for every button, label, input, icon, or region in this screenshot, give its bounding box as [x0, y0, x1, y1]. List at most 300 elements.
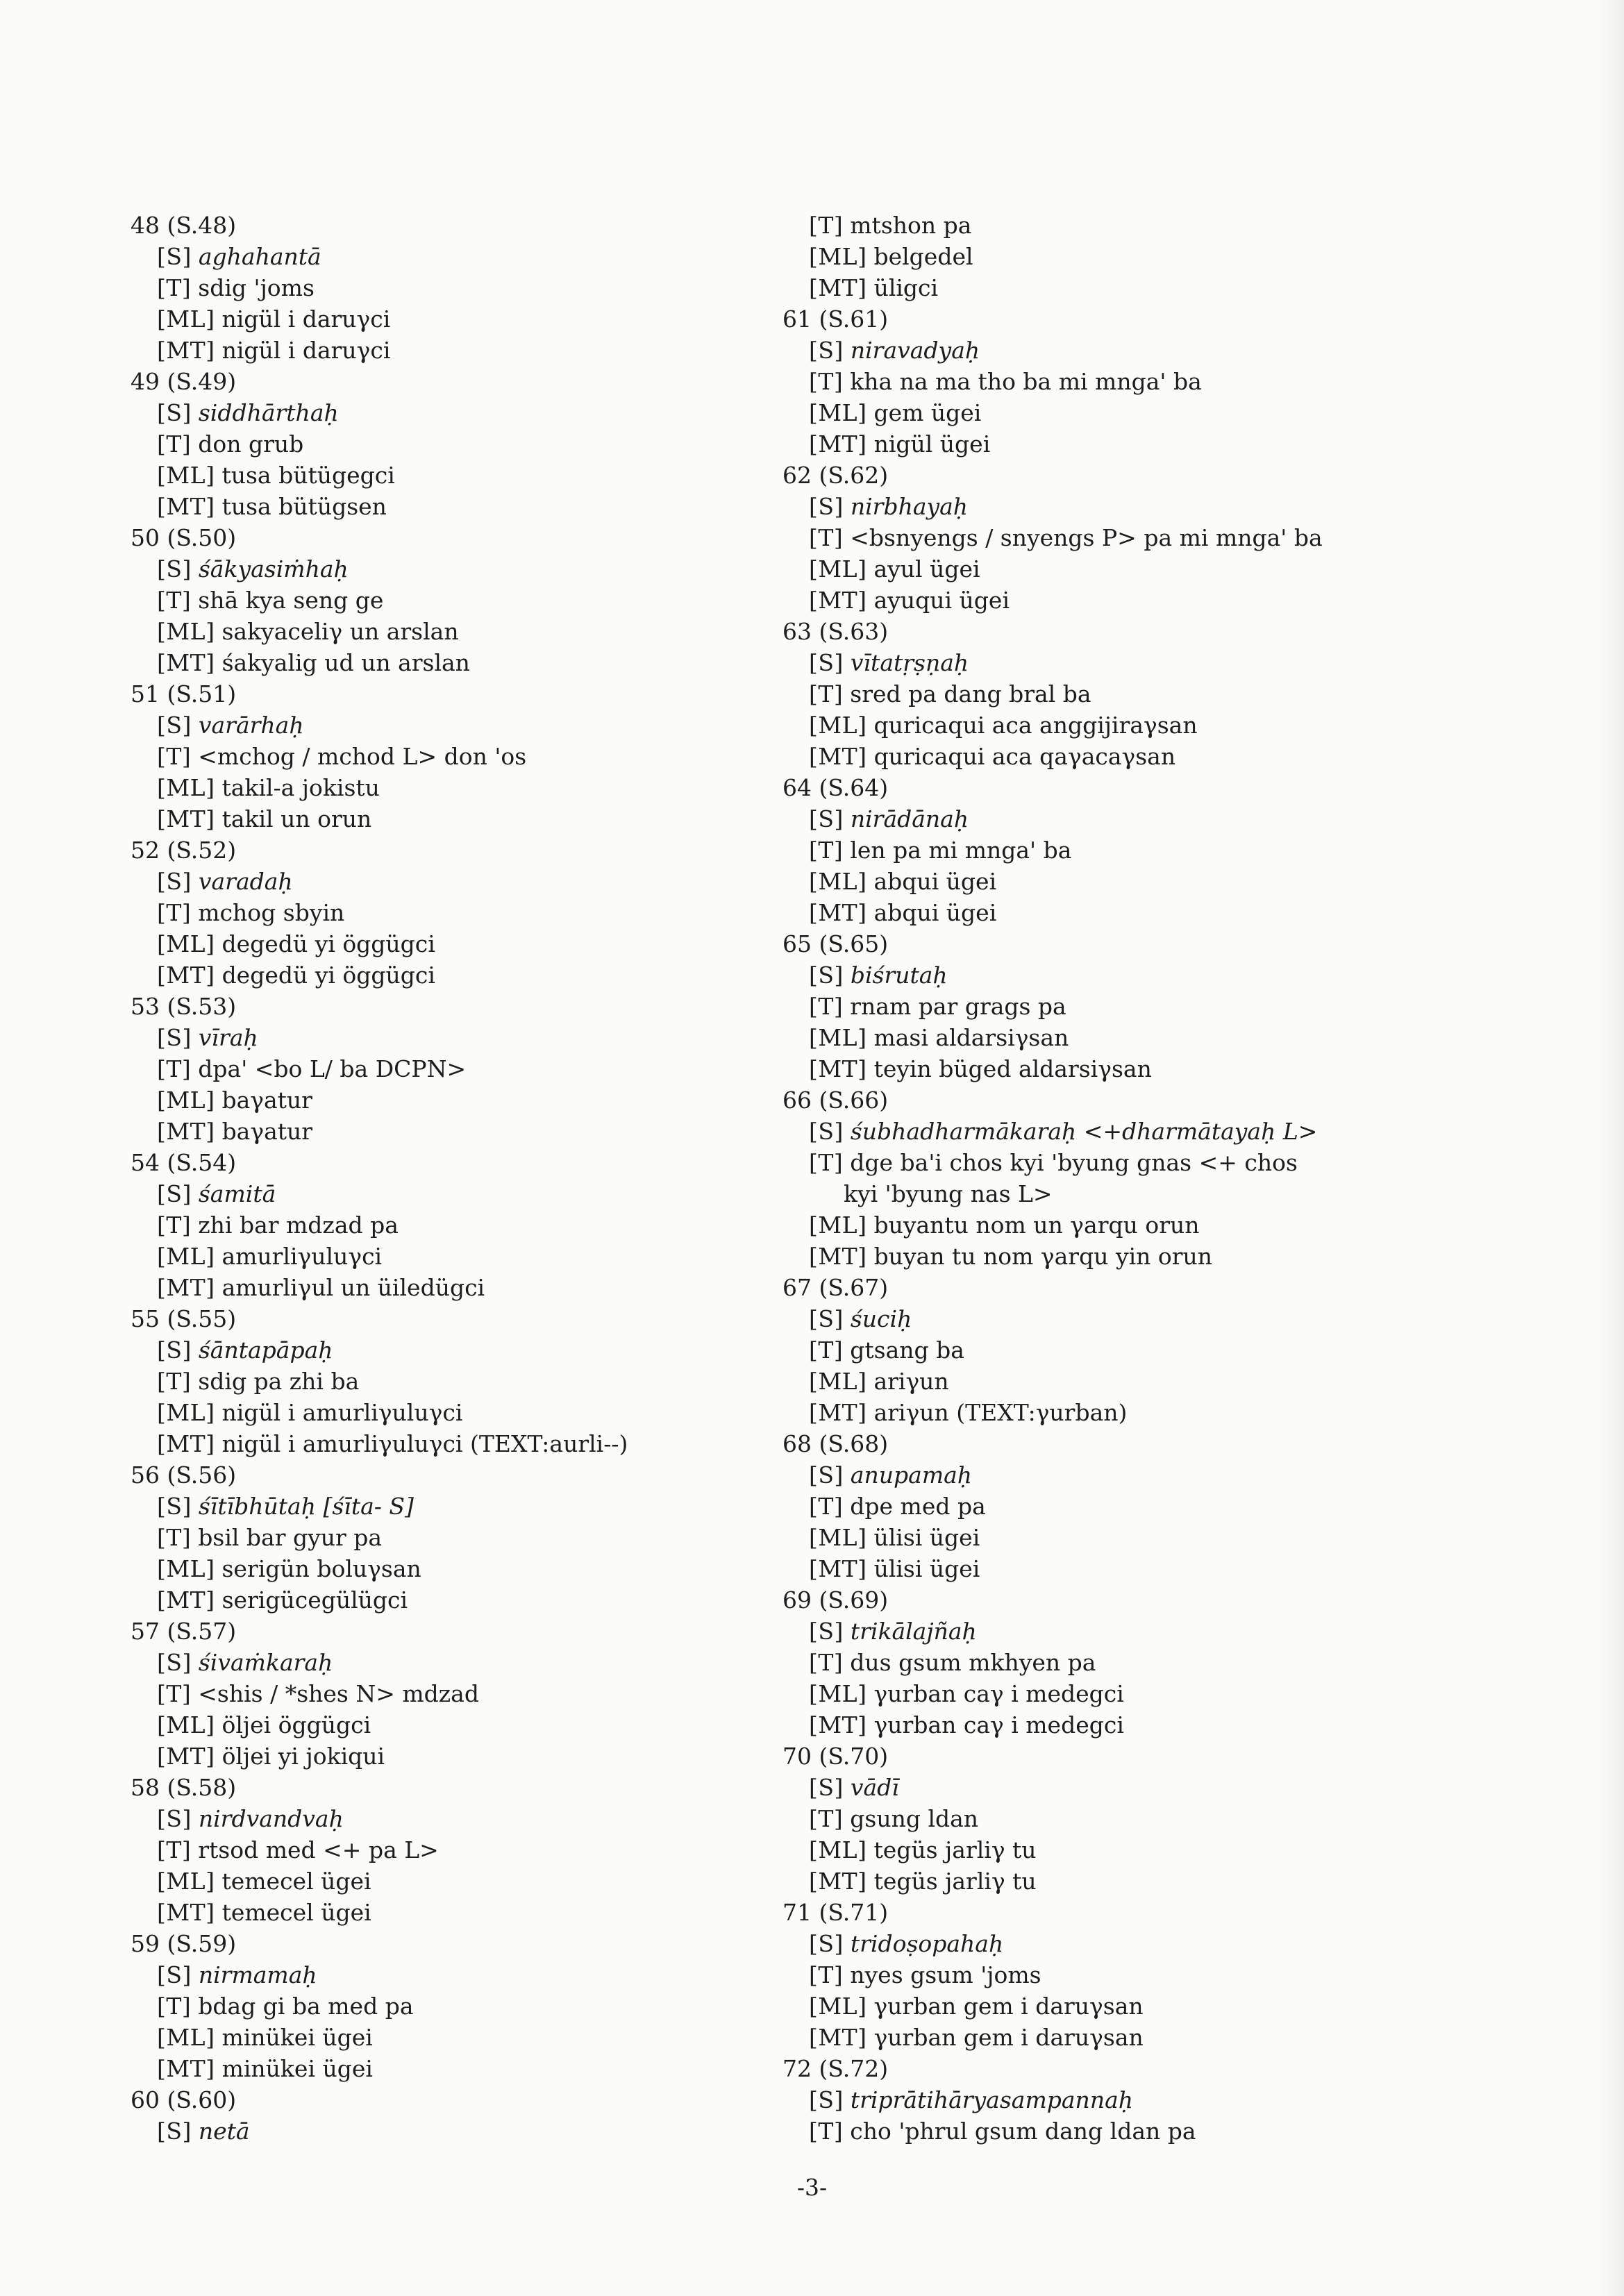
field-tag: [S] [809, 1930, 844, 1957]
field-value: shā kya seng ge [198, 587, 384, 614]
field-value: gtsang ba [850, 1336, 964, 1364]
field-value: zhi bar mdzad pa [198, 1212, 399, 1239]
field-value: nigül i amurliγuluγci (TEXT:aurli--) [221, 1430, 628, 1457]
entry-field [131, 1522, 839, 1553]
left-column [131, 210, 839, 2147]
entry-number: 51 (S.51) [131, 680, 237, 707]
field-value: nirādānaḥ [850, 805, 969, 832]
field-value: öljei öggügci [221, 1711, 371, 1738]
entry-number: 53 (S.53) [131, 993, 237, 1020]
field-value: <shis / *shes N> mdzad [198, 1680, 479, 1707]
entry-number: 55 (S.55) [131, 1305, 237, 1332]
field-tag: [ML] [157, 1555, 215, 1582]
entry-field [131, 272, 839, 303]
field-tag: [ML] [157, 1399, 215, 1426]
field-value: sakyaceliγ un arslan [221, 618, 459, 645]
field-value: tegüs jarliγ tu [873, 1836, 1037, 1863]
field-tag: [T] [809, 837, 844, 864]
field-tag: [S] [157, 1961, 192, 1988]
entry-field [131, 741, 839, 772]
field-value: buyantu nom un γarqu orun [873, 1212, 1200, 1239]
entry-field [131, 772, 839, 803]
entry-field [782, 1053, 1491, 1084]
field-value: ülisi ügei [873, 1524, 980, 1551]
field-tag: [T] [157, 1212, 192, 1239]
field-value: vīraḥ [198, 1024, 258, 1051]
field-tag: [T] [809, 1493, 844, 1520]
field-value: üligci [873, 274, 939, 301]
field-value: ayuqui ügei [873, 587, 1010, 614]
field-tag: [ML] [809, 1680, 867, 1707]
entry-number: 68 (S.68) [782, 1430, 889, 1457]
entry-field [782, 585, 1491, 616]
field-tag: [S] [809, 962, 844, 989]
scan-edge-shadow [1596, 0, 1624, 2296]
field-tag: [T] [157, 1836, 192, 1863]
field-value: tegüs jarliγ tu [873, 1868, 1037, 1895]
field-tag: [T] [809, 1649, 844, 1676]
entry-field [131, 1991, 839, 2022]
field-value: śamitā [198, 1180, 276, 1207]
field-value: dge ba'i chos kyi 'byung gnas <+ chos [850, 1149, 1298, 1176]
field-value: nigül i daruγci [221, 337, 391, 364]
field-tag: [S] [809, 1305, 844, 1332]
field-value: cho 'phrul gsum dang ldan pa [850, 2118, 1196, 2145]
entry-field [782, 1772, 1491, 1803]
entry-field [131, 460, 839, 491]
entry-field [782, 335, 1491, 366]
entry-field [131, 553, 839, 585]
field-tag: [T] [157, 743, 192, 770]
entry-field [782, 1303, 1491, 1334]
field-value: vītatṛṣṇaḥ [850, 649, 969, 676]
entry-number: 62 (S.62) [782, 462, 889, 489]
field-value: sdig 'joms [198, 274, 315, 301]
field-tag: [ML] [157, 305, 215, 333]
field-tag: [T] [157, 1055, 192, 1082]
field-value: degedü yi öggügci [221, 930, 435, 957]
field-value: dpa' <bo L/ ba DCPN> [198, 1055, 467, 1082]
field-value: dus gsum mkhyen pa [850, 1649, 1096, 1676]
entry-field [782, 272, 1491, 303]
entry-field [131, 928, 839, 960]
entry-field [131, 803, 839, 835]
field-value: ariγun [873, 1368, 949, 1395]
field-value: anupamaḥ [850, 1461, 973, 1489]
field-value: śakyalig ud un arslan [221, 649, 470, 676]
field-tag: [MT] [157, 1743, 215, 1770]
entry-number: 67 (S.67) [782, 1274, 889, 1301]
entry-field [782, 491, 1491, 522]
entry-field [782, 366, 1491, 397]
field-tag: [ML] [157, 1868, 215, 1895]
field-tag: [S] [157, 555, 192, 583]
field-tag: [T] [809, 1805, 844, 1832]
field-value: baγatur [221, 1087, 312, 1114]
entry-field [131, 2053, 839, 2084]
field-value: nigül i daruγci [221, 305, 391, 333]
field-value: <mchog / mchod L> don 'os [198, 743, 527, 770]
field-tag: [T] [157, 1524, 192, 1551]
field-value: gem ügei [873, 399, 982, 426]
entry-field [131, 428, 839, 460]
entry-field [782, 1241, 1491, 1272]
field-value: serigün boluγsan [221, 1555, 421, 1582]
entry-field [782, 710, 1491, 741]
field-value: takil un orun [221, 805, 372, 832]
entry-number: 49 (S.49) [131, 368, 237, 395]
field-tag: [MT] [809, 587, 867, 614]
field-tag: [MT] [157, 1274, 215, 1301]
field-tag: [S] [157, 712, 192, 739]
entry-field [131, 397, 839, 428]
field-tag: [MT] [157, 2055, 215, 2082]
field-value: temecel ügei [221, 1899, 371, 1926]
entry-field [782, 1459, 1491, 1491]
entry-number: 71 (S.71) [782, 1899, 889, 1926]
field-tag: [T] [157, 430, 192, 458]
field-tag: [ML] [157, 618, 215, 645]
field-tag: [T] [809, 1961, 844, 1988]
field-value: abqui ügei [873, 899, 997, 926]
entry-field [782, 647, 1491, 678]
field-value: masi aldarsiγsan [873, 1024, 1069, 1051]
field-tag: [S] [809, 805, 844, 832]
field-value: śivaṁkaraḥ [198, 1649, 333, 1676]
entry-field [131, 1834, 839, 1866]
entry-field [782, 741, 1491, 772]
field-value: rnam par grags pa [850, 993, 1066, 1020]
entry-field [782, 1803, 1491, 1834]
field-tag: [S] [157, 1493, 192, 1520]
field-tag: [T] [157, 1368, 192, 1395]
entry-field [782, 1553, 1491, 1584]
field-tag: [T] [809, 524, 844, 551]
field-tag: [S] [157, 1649, 192, 1676]
entry-field [131, 1397, 839, 1428]
field-tag: [MT] [809, 1055, 867, 1082]
field-value: triprātihāryasampannaḥ [850, 2086, 1133, 2113]
field-tag: [MT] [157, 1430, 215, 1457]
entry-field [782, 1678, 1491, 1709]
field-value: varadaḥ [198, 868, 293, 895]
field-tag: [T] [809, 2118, 844, 2145]
entry-field [131, 1959, 839, 1991]
entry-number: 70 (S.70) [782, 1743, 889, 1770]
field-tag: [T] [809, 680, 844, 707]
field-value: rtsod med <+ pa L> [198, 1836, 439, 1863]
entry-field [782, 241, 1491, 272]
field-tag: [MT] [809, 2024, 867, 2051]
field-tag: [ML] [809, 1993, 867, 2020]
entry-field [131, 1334, 839, 1366]
entry-field [782, 1022, 1491, 1053]
field-value: ayul ügei [873, 555, 980, 583]
entry-field [782, 522, 1491, 553]
entry-field [782, 1647, 1491, 1678]
field-tag: [MT] [157, 1586, 215, 1614]
entry-field [131, 960, 839, 991]
entry-field [131, 1678, 839, 1709]
field-tag: [S] [157, 868, 192, 895]
entry-field [782, 803, 1491, 835]
field-tag: [T] [157, 587, 192, 614]
entry-field [131, 1803, 839, 1834]
field-value: temecel ügei [221, 1868, 371, 1895]
field-tag: [MT] [809, 1868, 867, 1895]
field-tag: [MT] [157, 1118, 215, 1145]
field-value: minükei ügei [221, 2024, 373, 2051]
field-tag: [MT] [809, 743, 867, 770]
entry-field [131, 1709, 839, 1741]
field-value: śāntapāpaḥ [198, 1336, 333, 1364]
field-tag: [ML] [809, 868, 867, 895]
entry-field [782, 1616, 1491, 1647]
field-tag: [T] [809, 993, 844, 1020]
entry-field [131, 1491, 839, 1522]
entry-field [131, 1178, 839, 1209]
field-value: tusa bütügegci [221, 462, 395, 489]
field-tag: [ML] [157, 2024, 215, 2051]
entry-field [782, 2115, 1491, 2147]
field-value: γurban caγ i medegci [873, 1680, 1124, 1707]
entry-field [782, 1116, 1491, 1147]
field-tag: [S] [157, 243, 192, 270]
entry-field [131, 2022, 839, 2053]
field-tag: [ML] [809, 1024, 867, 1051]
field-value: ülisi ügei [873, 1555, 980, 1582]
field-value: nirbhayaḥ [850, 493, 969, 520]
entry-field [131, 585, 839, 616]
field-tag: [S] [157, 1805, 192, 1832]
entry-number: 66 (S.66) [782, 1087, 889, 1114]
field-tag: [ML] [157, 1243, 215, 1270]
field-tag: [MT] [809, 1555, 867, 1582]
field-value: ariγun (TEXT:γurban) [873, 1399, 1128, 1426]
entry-number: 50 (S.50) [131, 524, 237, 551]
field-tag: [ML] [157, 462, 215, 489]
field-tag: [ML] [157, 1711, 215, 1738]
field-tag: [T] [809, 1149, 844, 1176]
field-tag: [ML] [809, 1212, 867, 1239]
entry-field [782, 991, 1491, 1022]
field-tag: [MT] [157, 1899, 215, 1926]
field-value: gsung ldan [850, 1805, 979, 1832]
entry-field [131, 1741, 839, 1772]
entry-field [782, 1522, 1491, 1553]
field-value: belgedel [873, 243, 973, 270]
entry-field [782, 210, 1491, 241]
entry-number: 52 (S.52) [131, 837, 237, 864]
field-value: kha na ma tho ba mi mnga' ba [850, 368, 1202, 395]
field-tag: [ML] [157, 930, 215, 957]
entry-field [782, 1928, 1491, 1959]
field-value: śākyasiṁhaḥ [198, 555, 349, 583]
field-value: amurliγul un üiledügci [221, 1274, 485, 1301]
entry-field [131, 2115, 839, 2147]
field-value: abqui ügei [873, 868, 997, 895]
entry-field [131, 647, 839, 678]
field-tag: [MT] [809, 1243, 867, 1270]
entry-field [131, 1272, 839, 1303]
entry-field [782, 1866, 1491, 1897]
field-value: len pa mi mnga' ba [850, 837, 1072, 864]
field-value: nirmamaḥ [198, 1961, 317, 1988]
entry-number: 58 (S.58) [131, 1774, 237, 1801]
field-tag: [MT] [809, 1399, 867, 1426]
field-value: nirdvandvaḥ [198, 1805, 344, 1832]
entry-field [131, 1241, 839, 1272]
entry-field [782, 397, 1491, 428]
entry-number: 63 (S.63) [782, 618, 889, 645]
field-value: tusa bütügsen [221, 493, 387, 520]
field-value: nigül i amurliγuluγci [221, 1399, 463, 1426]
field-value: mtshon pa [850, 212, 972, 239]
entry-number: 69 (S.69) [782, 1586, 889, 1614]
field-tag: [MT] [809, 430, 867, 458]
entry-number: 64 (S.64) [782, 774, 889, 801]
entry-field [782, 866, 1491, 897]
field-tag: [ML] [809, 555, 867, 583]
field-tag: [S] [809, 649, 844, 676]
entry-field [131, 335, 839, 366]
field-tag: [MT] [809, 274, 867, 301]
field-value: takil-a jokistu [221, 774, 380, 801]
page-number: -3- [796, 2174, 828, 2201]
entry-field [131, 1553, 839, 1584]
entry-field [782, 1491, 1491, 1522]
entry-field [782, 1991, 1491, 2022]
entry-field [131, 1866, 839, 1897]
field-tag: [MT] [809, 899, 867, 926]
field-value: aghahantā [198, 243, 321, 270]
entry-field [782, 1959, 1491, 1991]
entry-number: 65 (S.65) [782, 930, 889, 957]
field-value: vādī [850, 1774, 899, 1801]
entry-number: 54 (S.54) [131, 1149, 237, 1176]
field-value: trikālajñaḥ [850, 1618, 977, 1645]
field-tag: [MT] [157, 805, 215, 832]
field-value: siddhārthaḥ [198, 399, 339, 426]
field-value: teyin büged aldarsiγsan [873, 1055, 1152, 1082]
field-tag: [ML] [157, 1087, 215, 1114]
entry-field [131, 241, 839, 272]
field-tag: [ML] [809, 1368, 867, 1395]
entry-field [131, 303, 839, 335]
field-tag: [S] [809, 1618, 844, 1645]
field-value: amurliγuluγci [221, 1243, 383, 1270]
entry-field [131, 1053, 839, 1084]
field-value: sred pa dang bral ba [850, 680, 1091, 707]
field-tag: [MT] [157, 962, 215, 989]
entry-field [131, 1116, 839, 1147]
field-value: minükei ügei [221, 2055, 373, 2082]
field-value: quricaqui aca qaγacaγsan [873, 743, 1176, 770]
field-tag: [ML] [157, 774, 215, 801]
entry-field [782, 2084, 1491, 2115]
field-tag: [S] [809, 493, 844, 520]
entry-field [131, 616, 839, 647]
field-value: netā [198, 2118, 250, 2145]
field-value: bdag gi ba med pa [198, 1993, 414, 2020]
entry-number: 56 (S.56) [131, 1461, 237, 1489]
field-tag: [T] [157, 1993, 192, 2020]
entry-field [131, 1084, 839, 1116]
field-tag: [T] [157, 274, 192, 301]
field-value: bsil bar gyur pa [198, 1524, 383, 1551]
field-value: öljei yi jokiqui [221, 1743, 385, 1770]
entry-field [131, 1428, 839, 1459]
entry-continuation: kyi 'byung nas L> [844, 1180, 1053, 1207]
entry-number: 59 (S.59) [131, 1930, 237, 1957]
field-tag: [MT] [809, 1711, 867, 1738]
entry-number: 72 (S.72) [782, 2055, 889, 2082]
entry-field [131, 866, 839, 897]
entry-field [131, 1897, 839, 1928]
field-value: γurban gem i daruγsan [873, 2024, 1144, 2051]
field-value: baγatur [221, 1118, 313, 1145]
entry-field [782, 960, 1491, 991]
field-tag: [ML] [809, 399, 867, 426]
entry-field [782, 835, 1491, 866]
field-tag: [S] [809, 1118, 844, 1145]
field-tag: [T] [157, 899, 192, 926]
entry-field [782, 1334, 1491, 1366]
entry-field [782, 1709, 1491, 1741]
field-tag: [T] [809, 1336, 844, 1364]
field-tag: [MT] [157, 649, 215, 676]
field-tag: [S] [157, 1180, 192, 1207]
field-tag: [ML] [809, 712, 867, 739]
field-value: śubhadharmākaraḥ <+dharmātayaḥ L> [850, 1118, 1318, 1145]
field-value: tridoṣopahaḥ [850, 1930, 1004, 1957]
entry-field [782, 2022, 1491, 2053]
right-column [782, 210, 1491, 2147]
field-value: γurban caγ i medegci [873, 1711, 1124, 1738]
field-value: γurban gem i daruγsan [873, 1993, 1144, 2020]
entry-field [131, 710, 839, 741]
field-value: nigül ügei [873, 430, 991, 458]
entry-field [782, 897, 1491, 928]
field-value: buyan tu nom γarqu yin orun [873, 1243, 1213, 1270]
field-tag: [S] [809, 1461, 844, 1489]
entry-number: 57 (S.57) [131, 1618, 237, 1645]
field-value: <bsnyengs / snyengs P> pa mi mnga' ba [850, 524, 1323, 551]
field-value: biśrutaḥ [850, 962, 948, 989]
field-tag: [S] [157, 399, 192, 426]
field-value: degedü yi öggügci [221, 962, 435, 989]
field-tag: [MT] [157, 493, 215, 520]
entry-field [131, 1584, 839, 1616]
entry-field [131, 1366, 839, 1397]
field-value: dpe med pa [850, 1493, 986, 1520]
field-tag: [S] [157, 1024, 192, 1051]
field-value: varārhaḥ [198, 712, 304, 739]
field-value: nyes gsum 'joms [850, 1961, 1041, 1988]
field-value: don grub [198, 430, 304, 458]
field-tag: [S] [157, 1336, 192, 1364]
field-value: mchog sbyin [198, 899, 345, 926]
entry-field [782, 1397, 1491, 1428]
entry-field [131, 897, 839, 928]
entry-field [131, 1209, 839, 1241]
field-value: śuciḥ [850, 1305, 912, 1332]
field-value: niravadyaḥ [850, 337, 980, 364]
entry-field [131, 1647, 839, 1678]
entry-field [782, 1366, 1491, 1397]
field-tag: [S] [157, 2118, 192, 2145]
field-value: quricaqui aca anggijiraγsan [873, 712, 1198, 739]
